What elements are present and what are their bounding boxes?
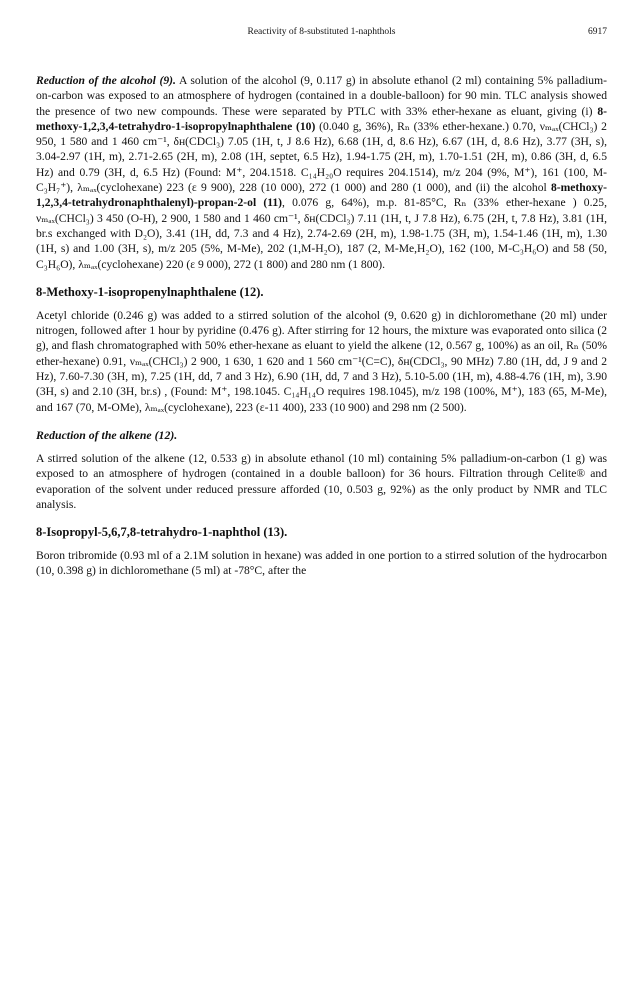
article-body xyxy=(36,73,607,579)
running-title: Reactivity of 8-substituted 1-naphthols xyxy=(247,27,396,37)
section-heading-isopropyl-naphthol: 8-Isopropyl-5,6,7,8-tetrahydro-1-naphthol (13). xyxy=(36,525,288,540)
section-heading-reduction-alcohol: Reduction of the alcohol (9). xyxy=(36,74,176,87)
paragraph-text: A solution of the alcohol (9, 0.117 g) in absolute ethanol (2 ml) containing 5% palladium-on-carbon was exposed to an atmosphere of hydrogen (contained in a double-balloon) for 90 min. TLC analysis showed the presence of two new compounds. These were separated by PTLC with 33% ether-hexane as eluant, giving (i) xyxy=(36,74,607,118)
paragraph-reduction-alkene: A stirred solution of the alkene (12, 0.533 g) in absolute ethanol (10 ml) containing 5% palladium-on-carbon (1 g) was exposed to an atmosphere of hydrogen (contained in a double balloon) for 36 hours. Filtration through Celite® and evaporation of the solvent under reduced pressure afforded (10, 0.503 g, 92%) as the only product by NMR and TLC analysis. xyxy=(36,451,607,511)
paragraph-reduction-alcohol xyxy=(36,73,607,272)
compound-name: 8-methoxy-1,2,3,4-tetrahydronaphthalenyl)-propan-2-ol (11) xyxy=(36,181,607,210)
paragraph-text: , 0.076 g, 64%), m.p. 81-85°C, Rₙ (33% ether-hexane ) 0.25, νₘₐₓ(CHCl₃) 3 450 (O-H), 2 900, 1 580 and 1 460 cm⁻¹, δʜ(CDCl₃) 7.11 (1H, t, J 7.8 Hz), 6.75 (2H, t, 7.8 Hz), 3.81 (1H, br.s exchanged with D₂O), 3.41 (1H, dd, 7.3 and 4 Hz), 2.74-2.69 (2H, m), 1.98-1.75 (3H, m), 1.54-1.46 (1H, m), 1.30 (1H, s) and 1.00 (3H, s), m/z 205 (5%, M-Me), 202 (1,M-H₂O), 187 (2, M-Me,H₂O), 162 (100, M-C₃H₆O) and 58 (50, C₃H₆O), λₘₐₓ(cyclohexane) 220 (ε 9 000), 272 (1 800) and 280 nm (1 800). xyxy=(36,196,607,271)
section-heading-methoxy-isopropenyl: 8-Methoxy-1-isopropenylnaphthalene (12). xyxy=(36,284,264,299)
paragraph-methoxy-isopropenyl: Acetyl chloride (0.246 g) was added to a stirred solution of the alcohol (9, 0.620 g) in dichloromethane (20 ml) under nitrogen, followed after 1 hour by pyridine (0.476 g). After stirring for 12 hours, the mixture was evaporated onto silica (2 g), and flash chromatographed with 50% ether-hexane as eluant to yield the alkene (12, 0.567 g, 100%) as an oil, Rₙ (50% ether-hexane) 0.91, νₘₐₓ(CHCl₃) 2 900, 1 630, 1 620 and 1 560 cm⁻¹(C=C), δʜ(CDCl₃, 90 MHz) 7.80 (1H, dd, J 9 and 2 Hz), 7.60-7.30 (3H, m), 7.25 (1H, dd, 7 and 3 Hz), 6.90 (1H, dd, 7 and 3 Hz), 5.10-5.00 (1H, m), 4.88-4.76 (1H, m), 3.90 (3H, s) and 2.10 (3H, br.s) , (Found: M⁺, 198.1045. C₁₄H₁₄O requires 198.1045), m/z 198 (100%, M⁺), 183 (65, M-Me), and 167 (70, M-OMe), λₘₐₓ(cyclohexane), 223 (ε-11 400), 233 (10 900) and 298 nm (2 500). xyxy=(36,308,607,414)
section-heading-reduction-alkene: Reduction of the alkene (12). xyxy=(36,427,178,442)
compound-name: 8-methoxy-1,2,3,4-tetrahydro-1-isopropylnaphthalene (10) xyxy=(36,104,607,133)
running-header xyxy=(36,27,607,41)
paragraph-isopropyl-naphthol: Boron tribromide (0.93 ml of a 2.1M solution in hexane) was added in one portion to a stirred solution of the hydrocarbon (10, 0.398 g) in dichloromethane (5 ml) at -78°C, after the xyxy=(36,549,607,578)
page-number: 6917 xyxy=(588,27,607,37)
paragraph-text: (0.040 g, 36%), Rₙ (33% ether-hexane.) 0.70, νₘₐₓ(CHCl₃) 2 950, 1 580 and 1 460 cm⁻¹, δʜ(CDCl₃) 7.05 (1H, t, J 8.6 Hz), 6.68 (1H, d, 8.6 Hz), 6.67 (1H, d, 8.6 Hz), 3.77 (3H, s), 3.04-2.97 (1H, m), 2.71-2.65 (2H, m), 2.08 (1H, septet, 6.5 Hz), 1.94-1.75 (2H, m), 1.70-1.51 (2H, m), 0.86 (3H, d, 6.5 Hz) and 0.79 (3H, d, 6.5 Hz) (Found: M⁺, 204.1518. C₁₄H₂₀O requires 204.1514), m/z 204 (9%, M⁺), 161 (100, M-C₃H₇⁺), λₘₐₓ(cyclohexane) 223 (ε 9 900), 228 (10 000), 272 (1 000) and 280 (1 000), and (ii) the alcohol xyxy=(36,119,607,195)
